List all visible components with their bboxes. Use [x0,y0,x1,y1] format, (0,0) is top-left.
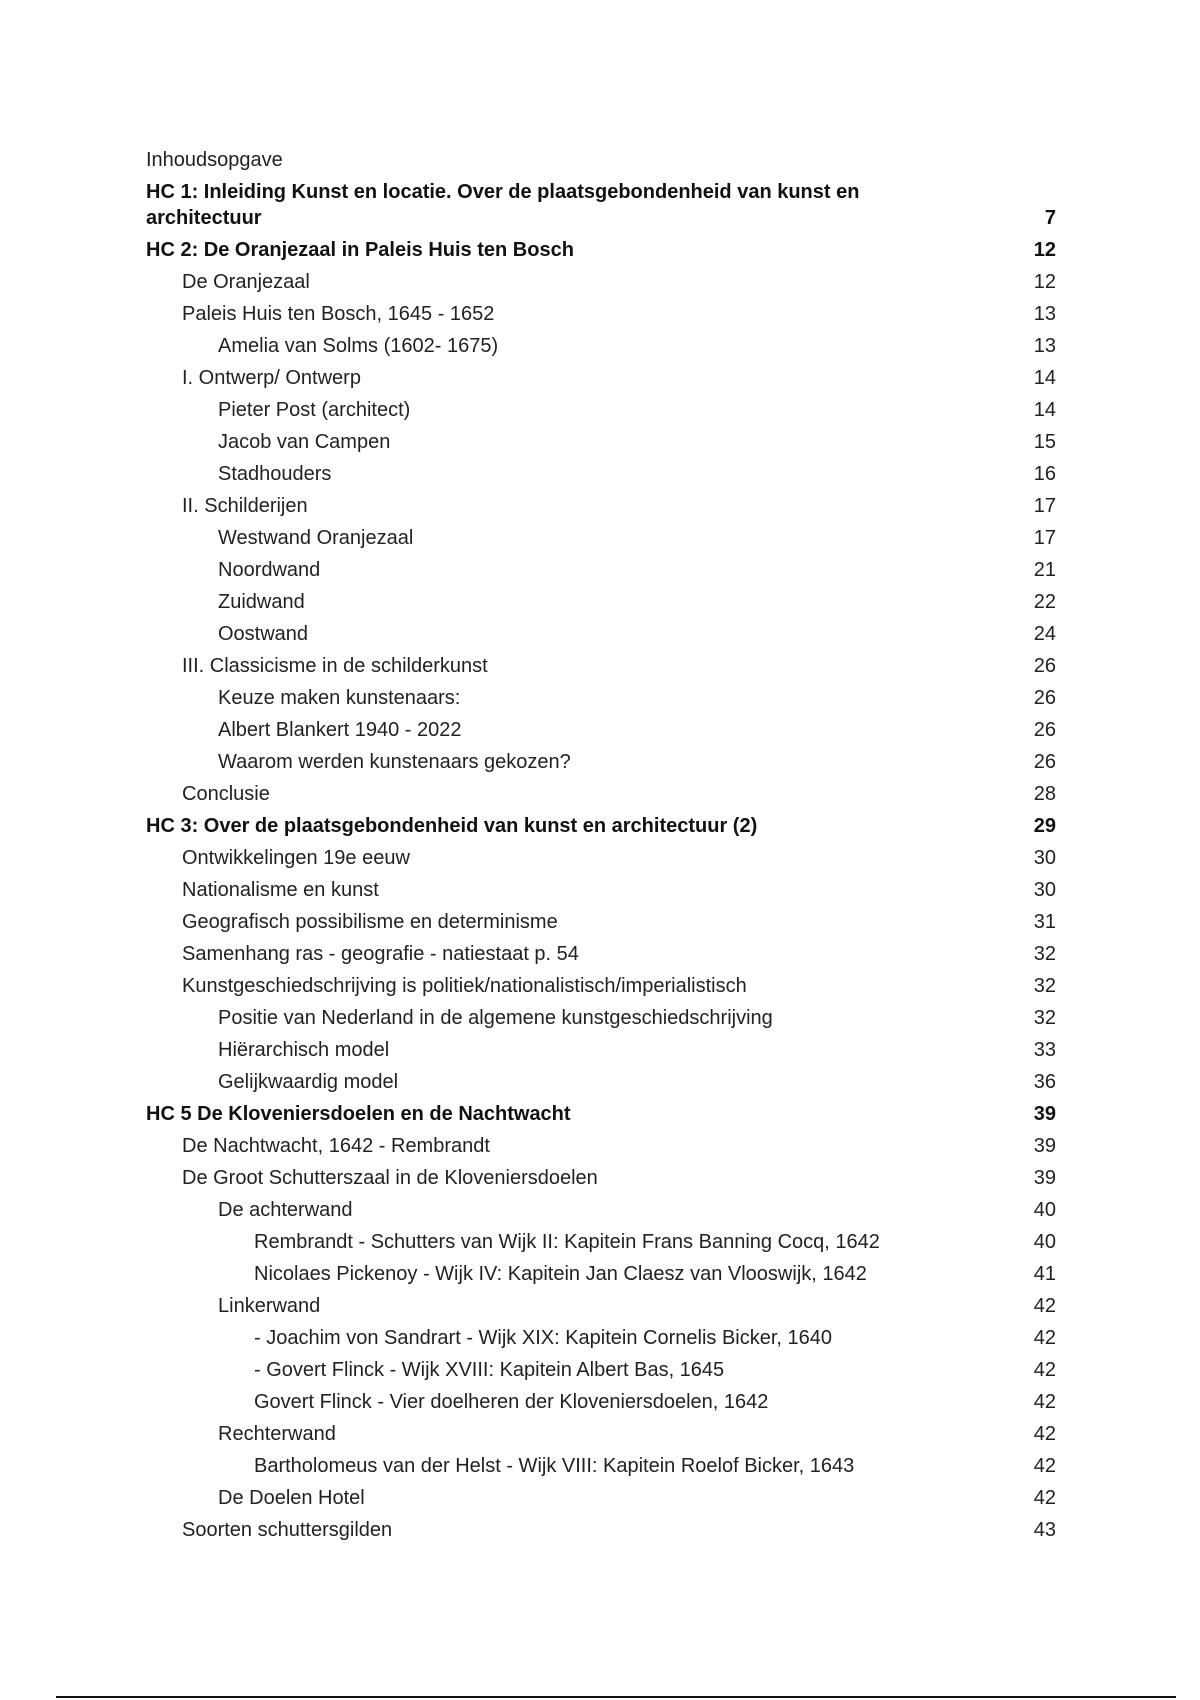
toc-entry-text[interactable]: Hiërarchisch model [218,1039,390,1061]
toc-entry-1[interactable] [146,234,1056,266]
toc-entry-page-number[interactable]: 26 [1033,687,1056,709]
toc-entry-22[interactable] [146,906,1056,938]
toc-entry-2[interactable] [146,266,1056,298]
toc-entry-page-number[interactable]: 42 [1033,1391,1056,1413]
toc-entry-page-number[interactable]: 28 [1033,783,1056,805]
toc-entry-page-number[interactable]: 31 [1033,911,1056,933]
toc-entry-text[interactable]: Rembrandt - Schutters van Wijk II: Kapitein Frans Banning Cocq, 1642 [254,1231,880,1253]
toc-entry-page-number[interactable]: 13 [1033,303,1056,325]
toc-entry-31[interactable] [146,1194,1056,1226]
toc-entry-page-number[interactable]: 32 [1033,975,1056,997]
toc-entry-text[interactable]: De Doelen Hotel [218,1487,365,1509]
toc-entry-14[interactable] [146,650,1056,682]
toc-entry-33[interactable] [146,1258,1056,1290]
toc-entry-text[interactable]: Positie van Nederland in de algemene kunstgeschiedschrijving [218,1007,773,1029]
toc-entry-text[interactable]: Noordwand [218,559,321,581]
toc-entry-6[interactable] [146,394,1056,426]
toc-entry-page-number[interactable]: 26 [1033,719,1056,741]
toc-entry-page-number[interactable]: 39 [1033,1167,1056,1189]
toc-entry-text[interactable]: Soorten schuttersgilden [182,1519,393,1541]
toc-entry-page-number[interactable]: 17 [1033,495,1056,517]
toc-entry-16[interactable] [146,714,1056,746]
toc-entry-text[interactable]: HC 5 De Kloveniersdoelen en de Nachtwacht [146,1103,571,1125]
toc-entry-23[interactable] [146,938,1056,970]
toc-entry-24[interactable] [146,970,1056,1002]
table-of-contents [146,144,1056,1546]
toc-entry-11[interactable] [146,554,1056,586]
toc-entry-text[interactable]: Amelia van Solms (1602- 1675) [218,335,499,357]
toc-entry-page-number[interactable]: 41 [1033,1263,1056,1285]
toc-entry-36[interactable] [146,1354,1056,1386]
toc-entry-20[interactable] [146,842,1056,874]
toc-entry-34[interactable] [146,1290,1056,1322]
toc-entry-text[interactable]: Oostwand [218,623,309,645]
toc-entry-text[interactable]: Gelijkwaardig model [218,1071,399,1093]
toc-entry-page-number[interactable]: 42 [1033,1487,1056,1509]
toc-entry-text[interactable]: Kunstgeschiedschrijving is politiek/nationalistisch/imperialistisch [182,975,747,997]
toc-entry-page-number[interactable]: 30 [1033,847,1056,869]
toc-entry-text[interactable]: III. Classicisme in de schilderkunst [182,655,488,677]
toc-entry-18[interactable] [146,778,1056,810]
toc-entry-text[interactable]: I. Ontwerp/ Ontwerp [182,367,361,389]
toc-entry-page-number[interactable]: 42 [1033,1455,1056,1477]
toc-entry-page-number[interactable]: 7 [1044,207,1056,229]
toc-entry-text[interactable]: Rechterwand [218,1423,336,1445]
page-footer-divider [56,1696,1176,1698]
toc-entry-page-number[interactable]: 42 [1033,1359,1056,1381]
toc-entry-41[interactable] [146,1514,1056,1546]
toc-entry-page-number[interactable]: 39 [1033,1135,1056,1157]
toc-entry-text[interactable]: Jacob van Campen [218,431,391,453]
toc-entry-text[interactable]: Bartholomeus van der Helst - Wijk VIII: Kapitein Roelof Bicker, 1643 [254,1455,855,1477]
toc-entry-12[interactable] [146,586,1056,618]
toc-entry-page-number[interactable]: 29 [1033,815,1056,837]
toc-entry-text[interactable]: II. Schilderijen [182,495,308,517]
toc-entry-text[interactable]: Samenhang ras - geografie - natiestaat p. 54 [182,943,579,965]
toc-entry-text[interactable]: Conclusie [182,783,270,805]
toc-entry-text[interactable]: Ontwikkelingen 19e eeuw [182,847,410,869]
toc-entry-text[interactable]: - Joachim von Sandrart - Wijk XIX: Kapitein Cornelis Bicker, 1640 [254,1327,833,1349]
toc-entry-text[interactable]: De Oranjezaal [182,271,310,293]
toc-entry-text[interactable]: Nationalisme en kunst [182,879,379,901]
toc-entry-text[interactable]: Westwand Oranjezaal [218,527,414,549]
toc-entry-text[interactable]: Albert Blankert 1940 - 2022 [218,719,462,741]
toc-entry-26[interactable] [146,1034,1056,1066]
toc-entry-text[interactable]: HC 3: Over de plaatsgebondenheid van kunst en architectuur (2) [146,815,758,837]
toc-entry-page-number[interactable]: 40 [1033,1231,1056,1253]
toc-entry-28[interactable] [146,1098,1056,1130]
toc-entry-3[interactable] [146,298,1056,330]
toc-entry-page-number[interactable]: 26 [1033,655,1056,677]
toc-entry-page-number[interactable]: 17 [1033,527,1056,549]
toc-entry-text[interactable]: Geografisch possibilisme en determinisme [182,911,558,933]
toc-entry-10[interactable] [146,522,1056,554]
toc-entry-8[interactable] [146,458,1056,490]
toc-entry-27[interactable] [146,1066,1056,1098]
toc-entry-25[interactable] [146,1002,1056,1034]
toc-entry-page-number[interactable]: 13 [1033,335,1056,357]
toc-entry-page-number[interactable]: 42 [1033,1423,1056,1445]
toc-entry-29[interactable] [146,1130,1056,1162]
toc-entry-0[interactable] [146,176,1056,234]
toc-entry-13[interactable] [146,618,1056,650]
toc-list [146,176,1056,1546]
toc-entry-text[interactable]: Stadhouders [218,463,332,485]
toc-entry-page-number[interactable]: 21 [1033,559,1056,581]
toc-entry-page-number[interactable]: 32 [1033,943,1056,965]
toc-entry-page-number[interactable]: 42 [1033,1295,1056,1317]
toc-entry-text[interactable]: De Groot Schutterszaal in de Kloveniersdoelen [182,1167,598,1189]
toc-entry-15[interactable] [146,682,1056,714]
toc-entry-page-number[interactable]: 42 [1033,1327,1056,1349]
toc-title: Inhoudsopgave [146,149,283,171]
toc-entry-text[interactable]: Zuidwand [218,591,305,613]
toc-entry-page-number[interactable]: 12 [1033,239,1056,261]
toc-entry-page-number[interactable]: 33 [1033,1039,1056,1061]
toc-entry-text[interactable]: Keuze maken kunstenaars: [218,687,461,709]
toc-entry-text[interactable]: Paleis Huis ten Bosch, 1645 - 1652 [182,303,495,325]
toc-entry-page-number[interactable]: 14 [1033,399,1056,421]
toc-entry-text[interactable]: Govert Flinck - Vier doelheren der Kloveniersdoelen, 1642 [254,1391,769,1413]
toc-entry-19[interactable] [146,810,1056,842]
toc-entry-30[interactable] [146,1162,1056,1194]
toc-entry-9[interactable] [146,490,1056,522]
toc-entry-page-number[interactable]: 30 [1033,879,1056,901]
toc-entry-text[interactable]: HC 1: Inleiding Kunst en locatie. Over de plaatsgebondenheid van kunst en architectuur [146,181,860,229]
toc-entry-page-number[interactable]: 15 [1033,431,1056,453]
toc-entry-page-number[interactable]: 22 [1033,591,1056,613]
toc-entry-page-number[interactable]: 12 [1033,271,1056,293]
toc-entry-page-number[interactable]: 24 [1033,623,1056,645]
toc-entry-text[interactable]: Nicolaes Pickenoy - Wijk IV: Kapitein Jan Claesz van Vlooswijk, 1642 [254,1263,867,1285]
toc-entry-page-number[interactable]: 26 [1033,751,1056,773]
toc-entry-32[interactable] [146,1226,1056,1258]
toc-entry-40[interactable] [146,1482,1056,1514]
toc-entry-text[interactable]: HC 2: De Oranjezaal in Paleis Huis ten Bosch [146,239,574,261]
toc-entry-text[interactable]: Linkerwand [218,1295,321,1317]
toc-entry-page-number[interactable]: 39 [1033,1103,1056,1125]
toc-entry-page-number[interactable]: 43 [1033,1519,1056,1541]
toc-entry-38[interactable] [146,1418,1056,1450]
toc-entry-39[interactable] [146,1450,1056,1482]
toc-entry-page-number[interactable]: 40 [1033,1199,1056,1221]
toc-entry-text[interactable]: De Nachtwacht, 1642 - Rembrandt [182,1135,490,1157]
toc-entry-7[interactable] [146,426,1056,458]
toc-entry-35[interactable] [146,1322,1056,1354]
toc-entry-text[interactable]: Waarom werden kunstenaars gekozen? [218,751,571,773]
toc-entry-text[interactable]: - Govert Flinck - Wijk XVIII: Kapitein Albert Bas, 1645 [254,1359,725,1381]
toc-entry-text[interactable]: De achterwand [218,1199,353,1221]
toc-entry-text[interactable]: Pieter Post (architect) [218,399,411,421]
toc-entry-4[interactable] [146,330,1056,362]
toc-entry-21[interactable] [146,874,1056,906]
toc-entry-page-number[interactable]: 36 [1033,1071,1056,1093]
toc-entry-page-number[interactable]: 14 [1033,367,1056,389]
toc-entry-page-number[interactable]: 32 [1033,1007,1056,1029]
toc-entry-page-number[interactable]: 16 [1033,463,1056,485]
toc-entry-5[interactable] [146,362,1056,394]
toc-entry-17[interactable] [146,746,1056,778]
toc-entry-37[interactable] [146,1386,1056,1418]
